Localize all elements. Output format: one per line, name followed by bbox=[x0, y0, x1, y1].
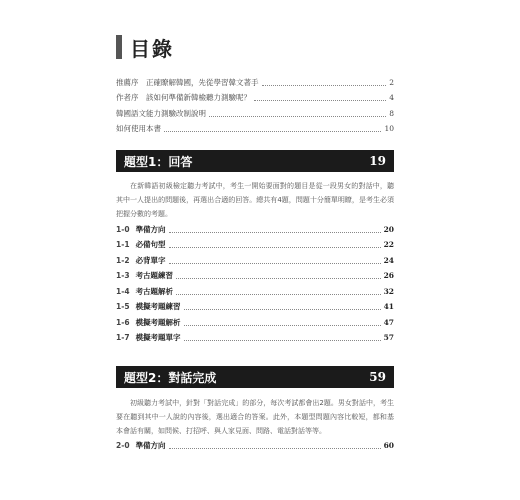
toc-entry-page: 60 bbox=[383, 440, 394, 450]
toc-entry-page: 41 bbox=[383, 302, 394, 311]
dot-leader bbox=[169, 247, 381, 248]
section-title: 題型1：回答 bbox=[124, 154, 193, 169]
toc-entry-label: 準備方向 bbox=[135, 224, 166, 234]
front-matter-list bbox=[116, 72, 394, 134]
toc-entry-page: 57 bbox=[383, 333, 394, 342]
toc-entry[interactable] bbox=[116, 119, 394, 135]
page-title: 目錄 bbox=[130, 36, 174, 61]
toc-entry[interactable] bbox=[116, 235, 394, 251]
toc-entry-page: 8 bbox=[389, 108, 394, 118]
toc-entry-page: 24 bbox=[383, 255, 394, 265]
dot-leader bbox=[169, 448, 381, 449]
dot-leader bbox=[164, 131, 381, 132]
dot-leader bbox=[169, 232, 381, 233]
toc-entry-label: 必背單字 bbox=[135, 255, 166, 265]
toc-entry-label: 考古題練習 bbox=[135, 271, 174, 280]
dot-leader bbox=[184, 340, 381, 341]
toc-entry-number: 2-0 bbox=[116, 440, 130, 450]
toc-entry-label: 模擬考題單字 bbox=[135, 333, 181, 342]
toc-entry[interactable] bbox=[116, 88, 394, 104]
toc-entry-page: 47 bbox=[383, 317, 394, 327]
dot-leader bbox=[184, 309, 381, 310]
toc-entry-label: 準備方向 bbox=[135, 440, 166, 450]
toc-entry-number: 1-3 bbox=[116, 271, 130, 280]
title-accent-bar bbox=[116, 35, 122, 59]
dot-leader bbox=[176, 278, 381, 279]
section-header-1[interactable] bbox=[116, 150, 394, 172]
toc-entry-number: 1-7 bbox=[116, 333, 130, 342]
section-intro: 在新韓語初級檢定聽力考試中，考生一開始要面對的題目是從一段男女的對話中，聽其中一人提出的問題後，再選出合適的回答。總共有4題，問題十分簡單明瞭，是考生必須把握分數的考題。 bbox=[116, 182, 394, 218]
toc-entry-number: 1-2 bbox=[116, 255, 130, 265]
toc-entry-label: 韓國語文能力測驗改制說明 bbox=[116, 108, 206, 118]
toc-entry[interactable] bbox=[116, 435, 394, 451]
toc-entry-label: 推薦序 正確瞭解韓國，先從學習韓文著手 bbox=[116, 77, 259, 87]
section-page: 19 bbox=[369, 154, 386, 168]
dot-leader bbox=[176, 294, 381, 295]
section-header-2[interactable] bbox=[116, 366, 394, 388]
toc-entry-page: 10 bbox=[384, 124, 394, 133]
section-intro: 初級聽力考試中，針對「對話完成」的部分，每次考試都會出2題。男女對話中，考生要在聽到其中一人說的內容後，選出適合的答案。此外，本題型問題內容比較短，都和基本會話有關，如問候、打招呼、與人家見面、問路、電話對話等等。 bbox=[116, 399, 394, 435]
toc-entry[interactable] bbox=[116, 72, 394, 88]
toc-entry[interactable] bbox=[116, 297, 394, 313]
section-page: 59 bbox=[369, 370, 386, 384]
toc-entry-label: 模擬考題練習 bbox=[135, 302, 181, 311]
toc-entry-number: 1-4 bbox=[116, 286, 130, 296]
toc-entry[interactable] bbox=[116, 312, 394, 328]
toc-entry[interactable] bbox=[116, 266, 394, 282]
toc-entry-number: 1-1 bbox=[116, 240, 130, 249]
toc-entry-page: 22 bbox=[383, 240, 394, 249]
dot-leader bbox=[262, 85, 387, 86]
section-title: 題型2：對話完成 bbox=[124, 370, 217, 385]
toc-entry-number: 1-0 bbox=[116, 224, 130, 234]
dot-leader bbox=[254, 100, 386, 101]
toc-entry[interactable] bbox=[116, 103, 394, 119]
toc-entry-page: 4 bbox=[389, 93, 394, 102]
toc-entry-number: 1-6 bbox=[116, 317, 130, 327]
toc-entry[interactable] bbox=[116, 281, 394, 297]
toc-entry-page: 26 bbox=[383, 271, 394, 280]
toc-entry-label: 必備句型 bbox=[135, 240, 166, 249]
toc-entry-label: 如何使用本書 bbox=[116, 124, 161, 133]
dot-leader bbox=[209, 116, 386, 117]
toc-entry-label: 模擬考題解析 bbox=[135, 317, 181, 327]
section-1-list bbox=[116, 219, 394, 343]
toc-entry-number: 1-5 bbox=[116, 302, 130, 311]
toc-entry-page: 32 bbox=[383, 286, 394, 296]
dot-leader bbox=[169, 263, 381, 264]
toc-entry[interactable] bbox=[116, 328, 394, 344]
dot-leader bbox=[184, 325, 381, 326]
toc-entry-page: 20 bbox=[383, 224, 394, 234]
page-title-block bbox=[116, 34, 174, 60]
toc-entry-page: 2 bbox=[389, 77, 394, 87]
toc-entry[interactable] bbox=[116, 250, 394, 266]
toc-entry[interactable] bbox=[116, 219, 394, 235]
section-2-list bbox=[116, 435, 394, 451]
toc-entry-label: 作者序 該如何準備新韓檢聽力測驗呢？ bbox=[116, 93, 251, 102]
toc-entry-label: 考古題解析 bbox=[135, 286, 174, 296]
